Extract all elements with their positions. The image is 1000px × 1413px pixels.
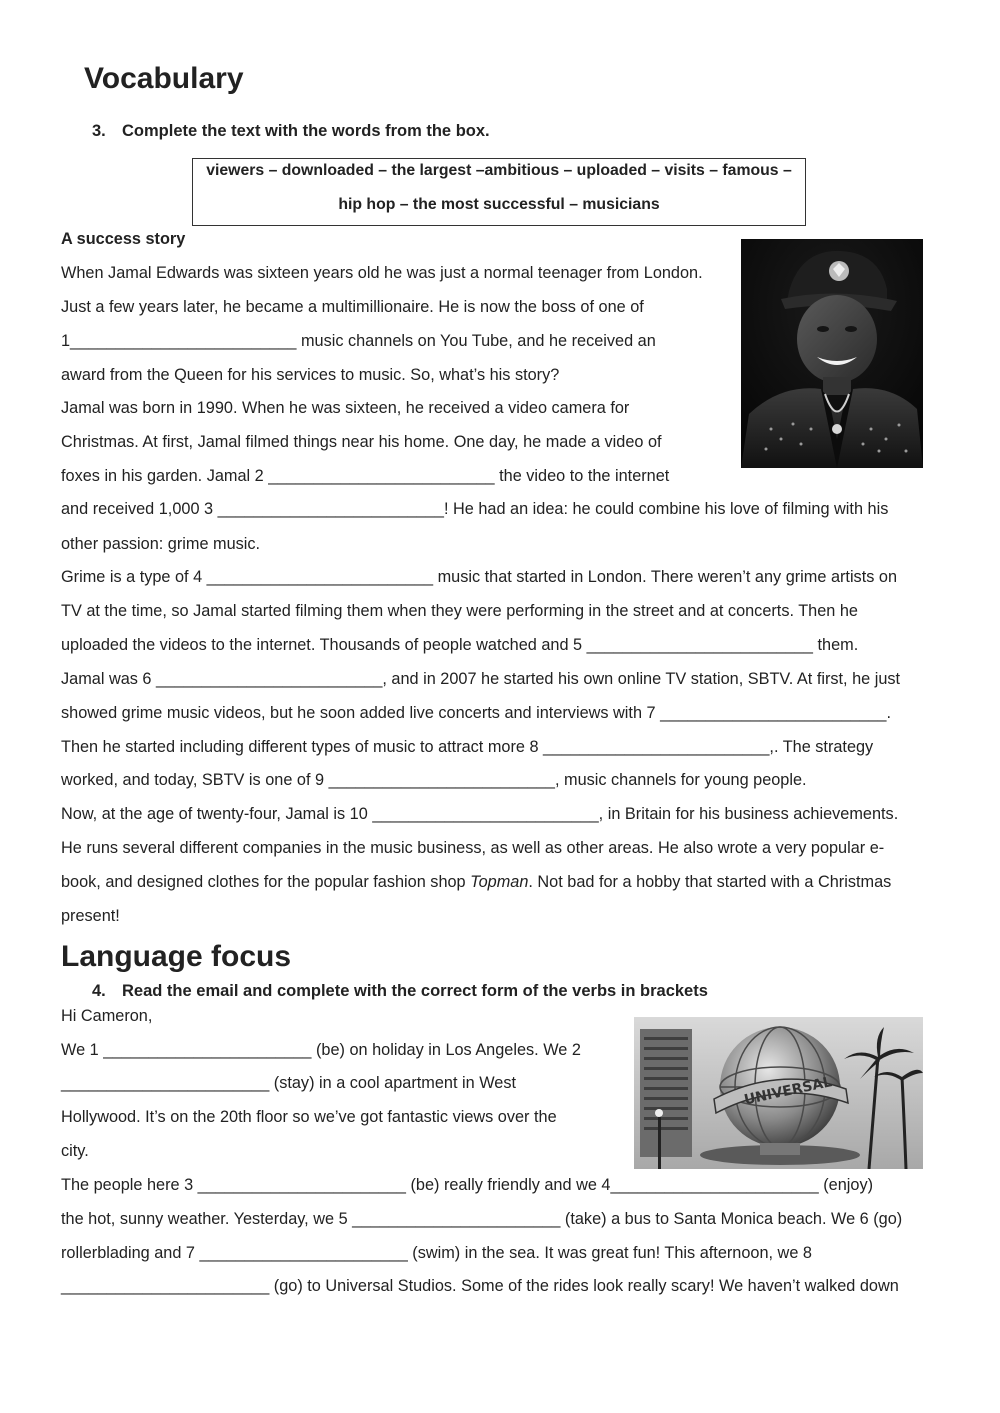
story-line (61, 872, 891, 892)
task-3-instruction (92, 122, 490, 141)
email-line-blank-7-8[interactable]: rollerblading and 7 _______________________ (swim) in the sea. It was great fun! This afternoon, we 8 (61, 1244, 812, 1262)
vocabulary-heading: Vocabulary (84, 62, 244, 95)
email-line: Hollywood. It’s on the 20th floor so we’ve got fantastic views over the (61, 1108, 557, 1126)
story-line: award from the Queen for his services to music. So, what’s his story? (61, 366, 560, 384)
task-3-text: Complete the text with the words from the box. (122, 122, 490, 140)
story-line-text: book, and designed clothes for the popular fashion shop (61, 873, 471, 891)
email-line: city. (61, 1142, 89, 1160)
task-3-number: 3. (92, 122, 106, 140)
universal-studios-photo (634, 1017, 923, 1169)
email-line-blank-1-2[interactable]: We 1 _______________________ (be) on holiday in Los Angeles. We 2 (61, 1041, 581, 1059)
story-line: Jamal was born in 1990. When he was sixteen, he received a video camera for (61, 399, 630, 417)
language-focus-heading: Language focus (61, 940, 292, 973)
word-box (192, 158, 806, 226)
story-line-blank-9[interactable]: worked, and today, SBTV is one of 9 _________________________, music channels for young people. (61, 771, 807, 789)
story-line-blank-6[interactable]: Jamal was 6 _________________________, and in 2007 he started his own online TV station, SBTV. At first, he just (61, 670, 901, 688)
globe-lettering: UNIVERSAL (742, 1074, 834, 1109)
email-line-blank-2[interactable]: _______________________ (stay) in a cool apartment in West (61, 1074, 516, 1092)
story-line-blank-2[interactable]: foxes in his garden. Jamal 2 _________________________ the video to the internet (61, 467, 670, 485)
task-4-text: Read the email and complete with the correct form of the verbs in brackets (122, 982, 708, 1000)
story-line-blank-4[interactable]: Grime is a type of 4 _________________________ music that started in London. There weren’t any grime artists on (61, 568, 897, 586)
task-4-instruction (92, 982, 708, 1001)
story-line-blank-1[interactable]: 1_________________________ music channels on You Tube, and he received an (61, 332, 656, 350)
story-title: A success story (61, 230, 186, 248)
email-line: Hi Cameron, (61, 1007, 153, 1025)
topman-italic: Topman (470, 873, 529, 891)
story-line: Christmas. At first, Jamal filmed things near his home. One day, he made a video of (61, 433, 662, 451)
word-box-line-1: viewers – downloaded – the largest –ambitious – uploaded – visits – famous – (206, 162, 792, 179)
email-line-blank-3-4[interactable]: The people here 3 _______________________ (be) really friendly and we 4_______________________ (enjoy) (61, 1176, 874, 1194)
task-4-number: 4. (92, 982, 106, 1000)
story-line: present! (61, 907, 120, 925)
story-line: Just a few years later, he became a multimillionaire. He is now the boss of one of (61, 298, 644, 316)
story-line-blank-7[interactable]: showed grime music videos, but he soon added live concerts and interviews with 7 _________________________. (61, 704, 891, 722)
email-line-blank-8[interactable]: _______________________ (go) to Universal Studios. Some of the rides look really scary! We haven’t walked down (61, 1277, 899, 1295)
jamal-edwards-photo (741, 239, 923, 468)
word-box-line-2: hip hop – the most successful – musicians (338, 196, 660, 213)
story-line: When Jamal Edwards was sixteen years old he was just a normal teenager from London. (61, 264, 703, 282)
story-line-blank-3[interactable]: and received 1,000 3 _________________________! He had an idea: he could combine his love of filming with his (61, 500, 889, 518)
story-line-blank-5[interactable]: uploaded the videos to the internet. Thousands of people watched and 5 _________________________ them. (61, 636, 859, 654)
story-line: other passion: grime music. (61, 535, 261, 553)
story-line-text: . Not bad for a hobby that started with a Christmas (528, 873, 892, 891)
story-line: TV at the time, so Jamal started filming them when they were performing in the street and at concerts. Then he (61, 602, 858, 620)
story-line-blank-10[interactable]: Now, at the age of twenty-four, Jamal is 10 _________________________, in Britain for his business achievements. (61, 805, 899, 823)
email-line-blank-5-6[interactable]: the hot, sunny weather. Yesterday, we 5 _______________________ (take) a bus to Santa Monica beach. We 6 (go) (61, 1210, 903, 1228)
story-line-blank-8[interactable]: Then he started including different types of music to attract more 8 _________________________,. The strategy (61, 738, 874, 756)
story-line: He runs several different companies in the music business, as well as other areas. He also wrote a very popular e- (61, 839, 885, 857)
